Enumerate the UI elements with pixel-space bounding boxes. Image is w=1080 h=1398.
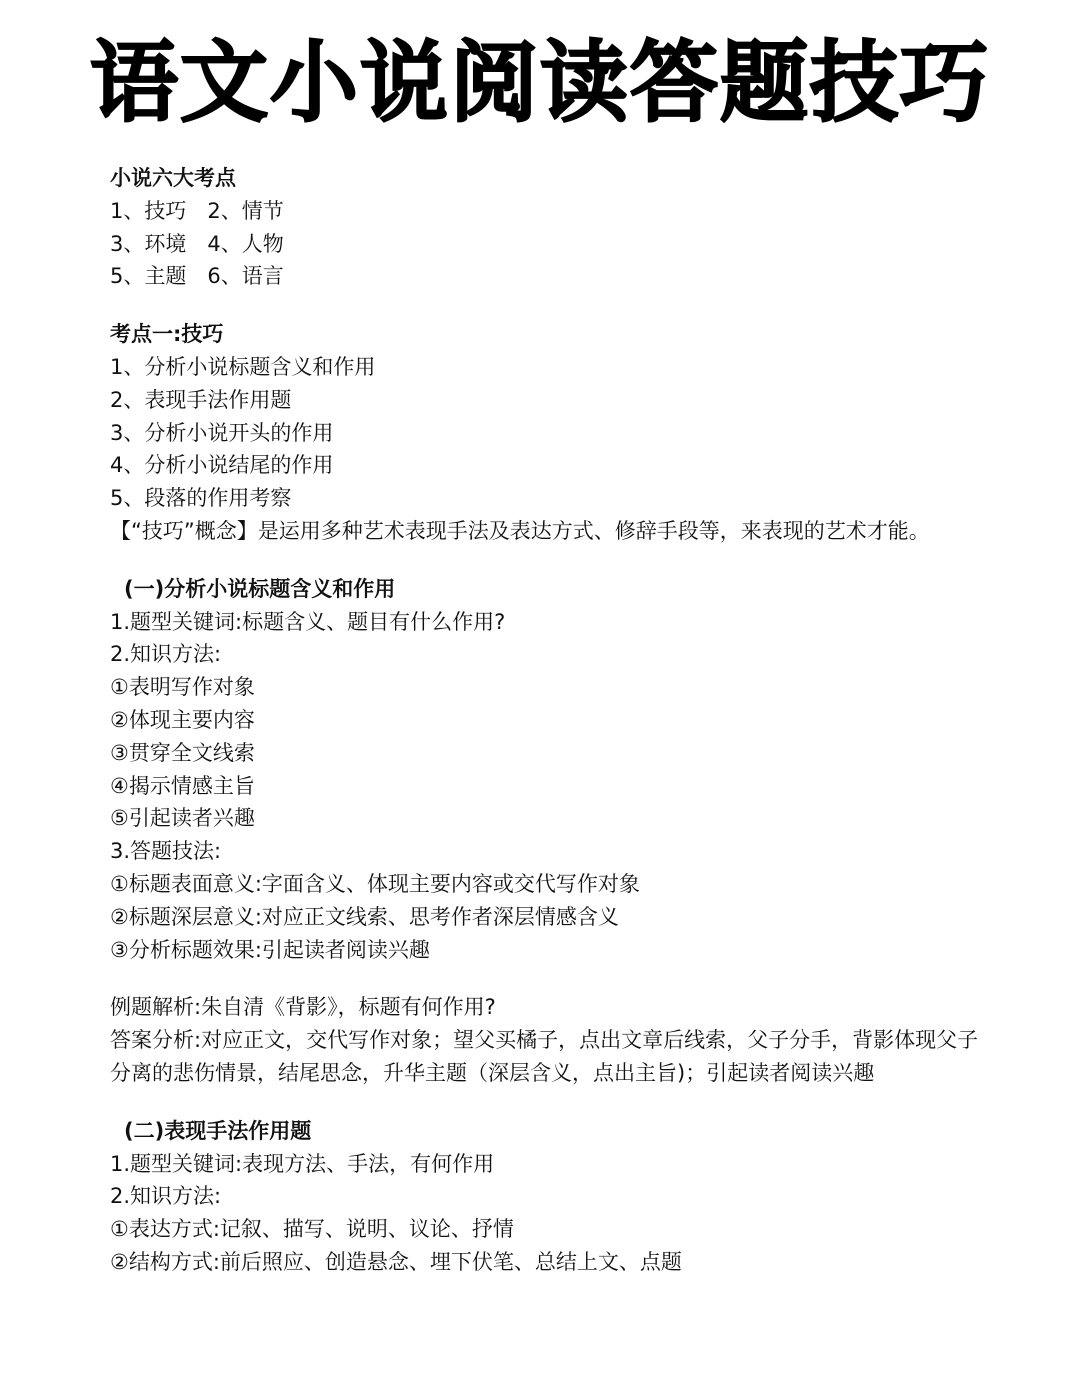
spacer — [110, 293, 980, 318]
section1-answer-item: ③分析标题效果:引起读者阅读兴趣 — [110, 937, 430, 962]
section1-knowledge-item: ⑤引起读者兴趣 — [110, 806, 255, 831]
section1-answer-item: ②标题深层意义:对应正文线索、思考作者深层情感含义 — [110, 904, 619, 929]
document-body — [110, 162, 980, 1279]
example-answer: 答案分析:对应正文，交代写作对象；望父买橘子，点出文章后线索，父子分手，背影体现父子分离的悲伤情景，结尾思念，升华主题（深层含义，点出主旨)；引起读者阅读兴趣 — [110, 1028, 979, 1085]
example-question: 例题解析:朱自清《背影》，标题有何作用? — [110, 995, 496, 1020]
overview-row: 3、环境 4、人物 — [110, 231, 284, 256]
spacer — [110, 966, 980, 991]
section2-keywords: 1.题型关键词:表现方法、手法，有何作用 — [110, 1151, 495, 1176]
point1-item: 1、分析小说标题含义和作用 — [110, 354, 376, 379]
section1-knowledge-item: ①表明写作对象 — [110, 675, 255, 700]
point1-item: 5、段落的作用考察 — [110, 486, 292, 511]
spacer — [110, 1090, 980, 1115]
overview-heading: 小说六大考点 — [110, 166, 236, 190]
section1-keywords: 1.题型关键词:标题含义、题目有什么作用? — [110, 609, 506, 634]
page-title: 语文小说阅读答题技巧 — [89, 31, 990, 134]
section1-knowledge-item: ②体现主要内容 — [110, 707, 255, 732]
overview-row: 1、技巧 2、情节 — [110, 198, 284, 223]
section2-knowledge-item: ②结构方式:前后照应、创造悬念、埋下伏笔、总结上文、点题 — [110, 1249, 682, 1274]
section2-knowledge-item: ①表达方式:记叙、描写、说明、议论、抒情 — [110, 1217, 514, 1242]
overview-row: 5、主题 6、语言 — [110, 264, 284, 289]
section2-heading: (二)表现手法作用题 — [124, 1118, 312, 1143]
section1-knowledge-label: 2.知识方法: — [110, 642, 222, 667]
point1-item: 3、分析小说开头的作用 — [110, 420, 334, 445]
section1-answer-item: ①标题表面意义:字面含义、体现主要内容或交代写作对象 — [110, 871, 640, 896]
point1-item: 2、表现手法作用题 — [110, 387, 292, 412]
section2-knowledge-label: 2.知识方法: — [110, 1184, 222, 1209]
section1-knowledge-item: ③贯穿全文线索 — [110, 740, 255, 765]
spacer — [110, 548, 980, 573]
point1-heading: 考点一:技巧 — [110, 322, 224, 347]
point1-concept: 【“技巧”概念】是运用多种艺术表现手法及表达方式、修辞手段等，来表现的艺术才能。 — [110, 518, 930, 543]
section1-heading: (一)分析小说标题含义和作用 — [124, 576, 396, 601]
section1-answer-label: 3.答题技法: — [110, 839, 222, 864]
point1-item: 4、分析小说结尾的作用 — [110, 453, 334, 478]
section1-knowledge-item: ④揭示情感主旨 — [110, 773, 255, 798]
